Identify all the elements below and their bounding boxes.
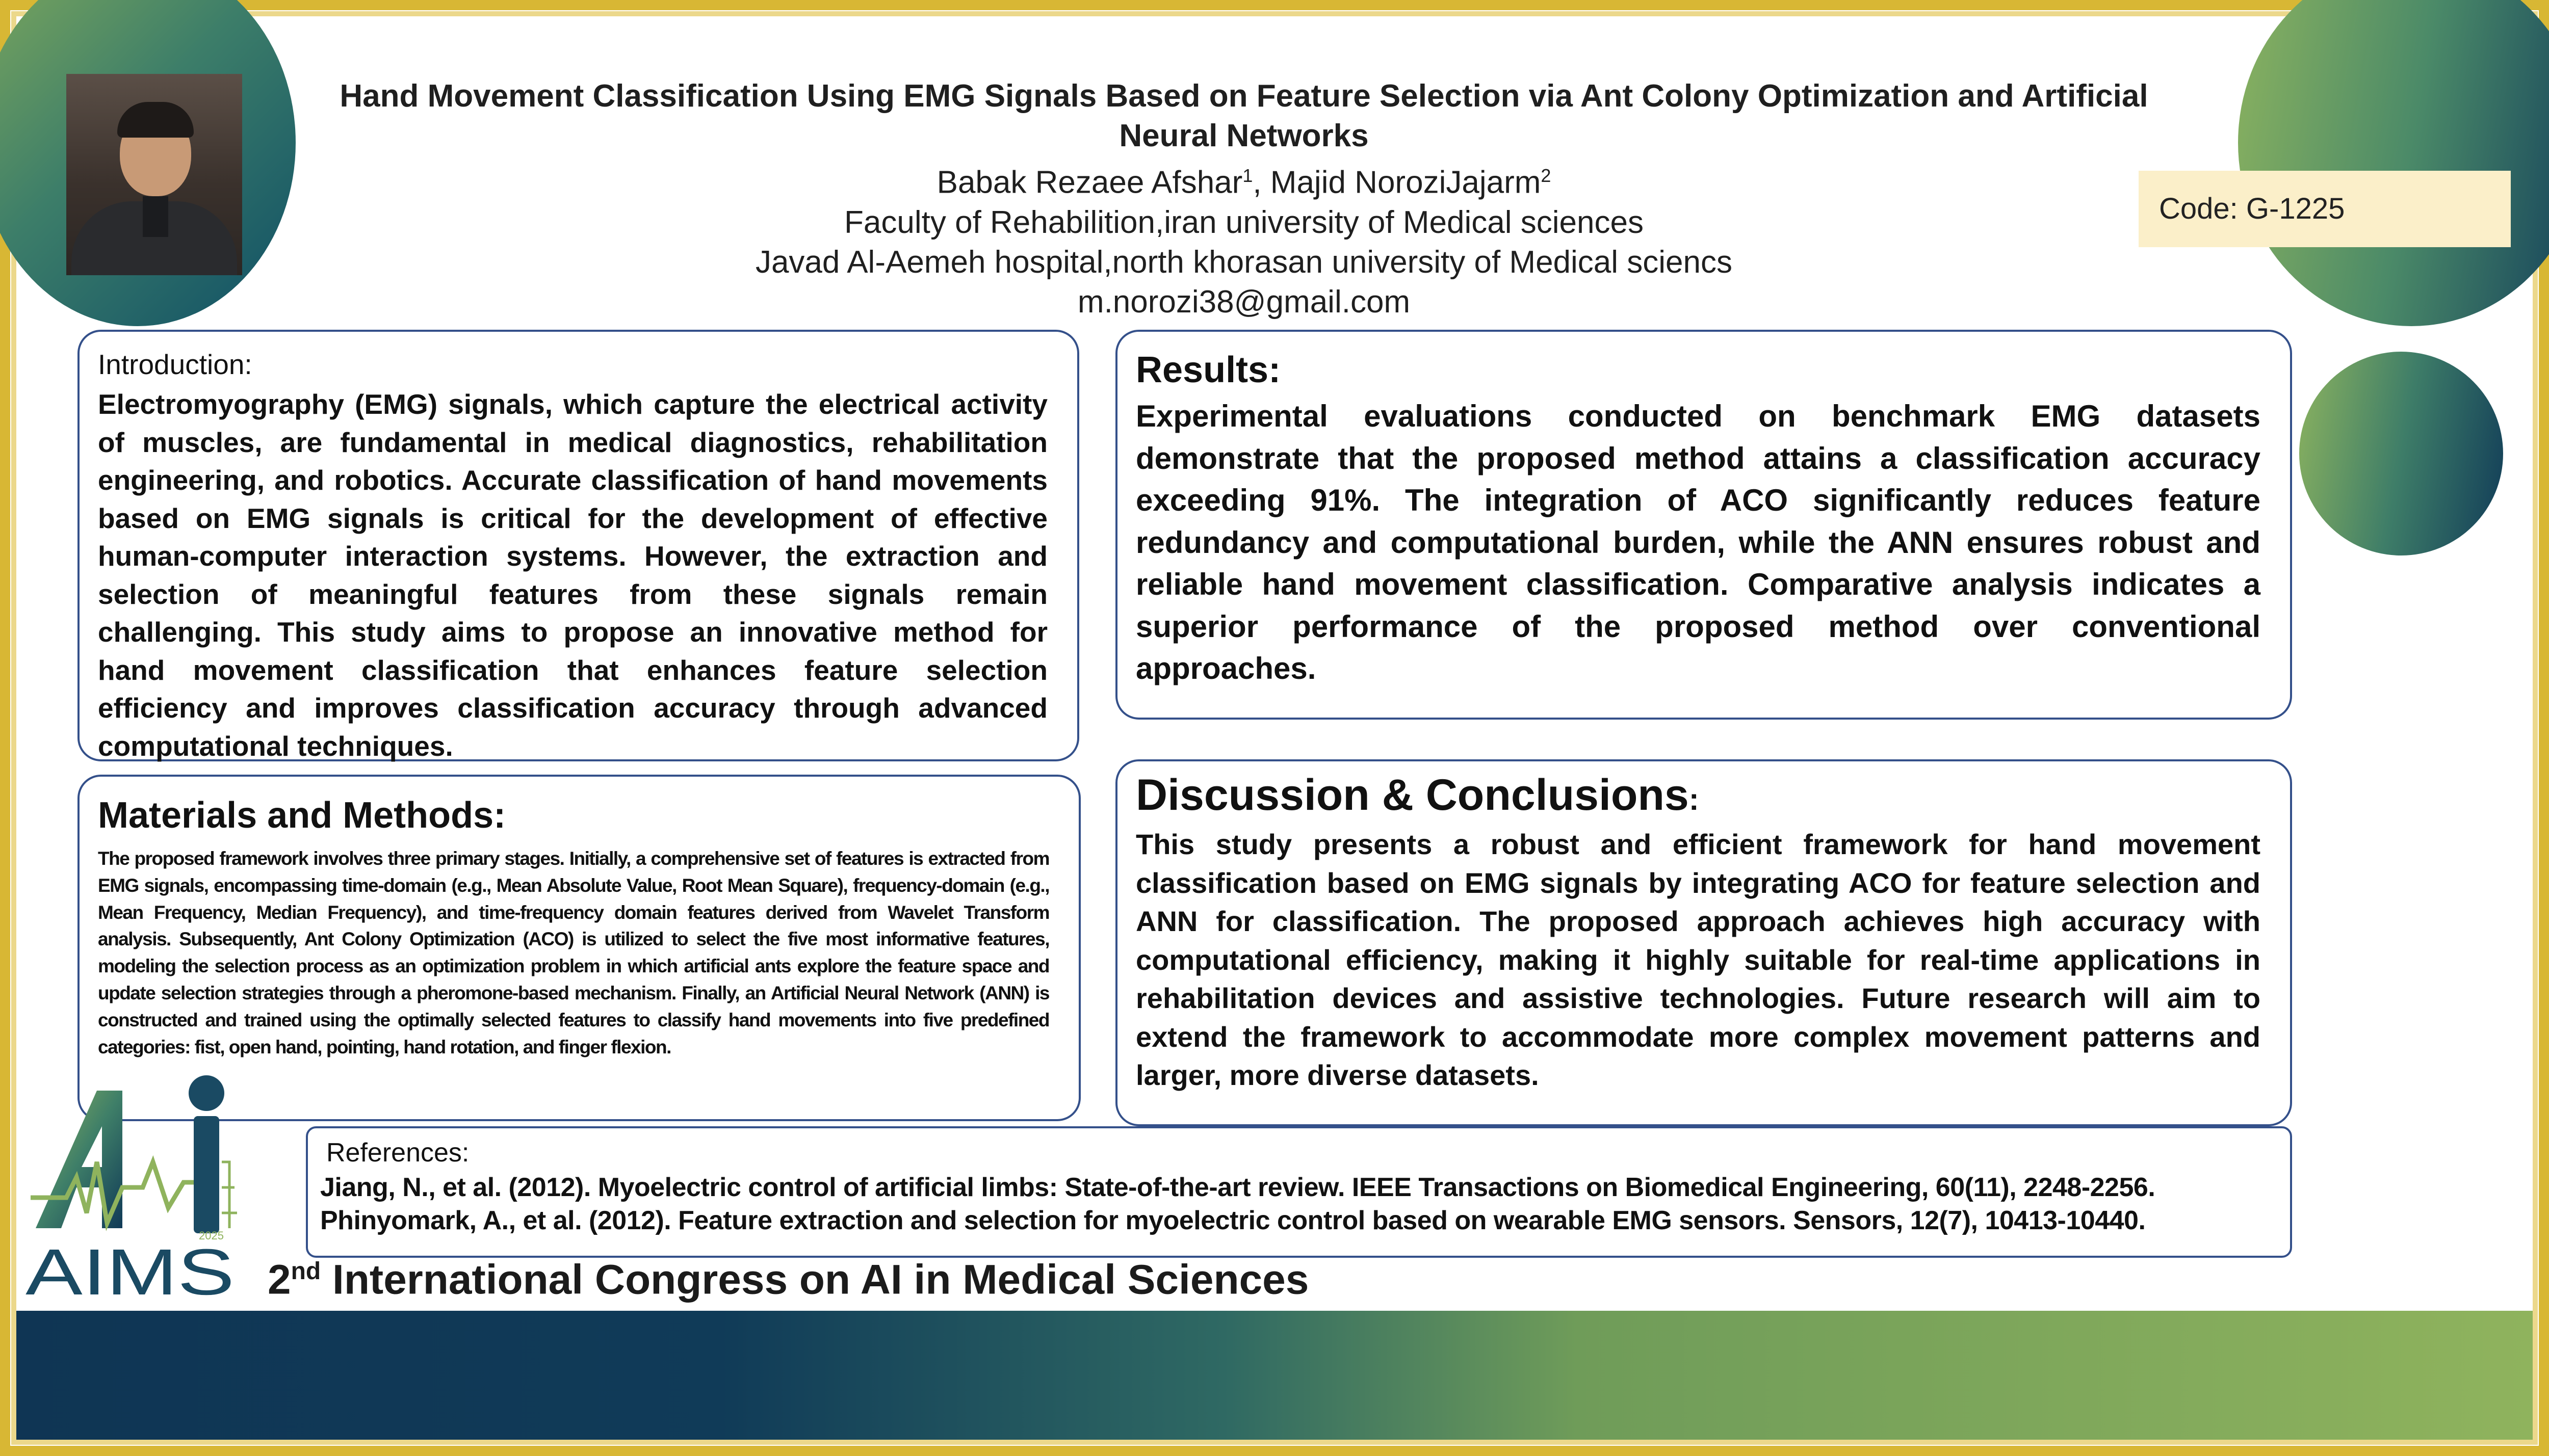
introduction-heading: Introduction: xyxy=(98,349,252,380)
discussion-heading-text: Discussion & Conclusions xyxy=(1136,771,1689,819)
methods-text: The proposed framework involves three primary stages. Initially, a comprehensive set of features is extracted from EMG signals, encompassing time-domain (e.g., Mean Absolute Value, Root Mean Square), frequency-domain (e.g., Mean Frequency, Median Frequency), and time-frequency domain features derived from Wavelet Transform analysis. Subsequently, Ant Colony Optimization (ACO) is utilized to select the five most informative features, modeling the selection process as an optimization problem in which artificial ants explore the feature space and update selection strategies through a pheromone-based mechanism. Finally, an Artificial Neural Network (ANN) is constructed and trained using the optimally selected features to classify hand movements into five predefined categories: fist, open hand, pointing, hand rotation, and finger flexion. xyxy=(98,848,1049,1057)
reference-item-2: Phinyomark, A., et al. (2012). Feature extraction and selection for myoelectric control based on wearable EMG sensors. Sensors, 12(7), 10413-10440. xyxy=(320,1206,2146,1235)
references-box xyxy=(306,1126,2292,1258)
congress-ordinal-number: 2 xyxy=(268,1256,291,1303)
poster-title-line2: Neural Networks xyxy=(1119,118,1369,153)
introduction-box xyxy=(77,330,1079,761)
photo-hair xyxy=(117,102,194,138)
author-1: Babak Rezaee Afshar xyxy=(937,165,1243,200)
reference-item-1: Jiang, N., et al. (2012). Myoelectric control of artificial limbs: State-of-the-art review. IEEE Transactions on Biomedical Engineering, 60(11), 2248-2256. xyxy=(320,1173,2155,1202)
logo-dot xyxy=(189,1075,224,1111)
logo-letter-a xyxy=(36,1091,122,1228)
logo-year: 2025 xyxy=(199,1229,224,1242)
logo-circuit xyxy=(222,1162,237,1228)
logo-wordmark: AIMS xyxy=(25,1236,235,1305)
discussion-heading-colon: : xyxy=(1688,782,1699,816)
affiliation-2: Javad Al-Aemeh hospital,north khorasan university of Medical sciencs xyxy=(755,244,1733,280)
author-2: Majid NoroziJajarm xyxy=(1270,165,1541,200)
decor-circle-right xyxy=(2299,352,2503,555)
poster-header xyxy=(316,76,2172,322)
footer-band xyxy=(16,1311,2533,1440)
presenter-photo xyxy=(66,74,242,275)
results-text: Experimental evaluations conducted on benchmark EMG datasets demonstrate that the proposed method attains a classification accuracy exceeding 91%. The integration of ACO significantly reduces feature redundancy and computational burden, while the ANN ensures robust and reliable hand movement classification. Comparative analysis indicates a superior performance of the proposed method over conventional approaches. xyxy=(1136,399,2260,685)
aims-logo xyxy=(20,1060,240,1305)
references-heading: References: xyxy=(326,1138,470,1168)
congress-ordinal-suffix: nd xyxy=(291,1258,321,1285)
poster-code-badge: Code: G-1225 xyxy=(2139,171,2511,247)
affiliation-1: Faculty of Rehabilition,iran university of Medical sciences xyxy=(844,204,1644,240)
discussion-text: This study presents a robust and efficient framework for hand movement classification based on EMG signals by integrating ACO for feature selection and ANN for classification. The proposed approach achieves high accuracy with computational efficiency, making it highly suitable for real-time applications in rehabilitation devices and assistive technologies. Future research will aim to extend the framework to accommodate more complex movement patterns and larger, more diverse datasets. xyxy=(1136,828,2260,1091)
congress-title xyxy=(268,1243,1309,1308)
contact-email: m.norozi38@gmail.com xyxy=(1077,284,1411,320)
authors-line xyxy=(316,156,2172,203)
methods-heading: Materials and Methods: xyxy=(98,795,506,836)
results-box xyxy=(1115,330,2292,720)
photo-collar xyxy=(143,196,168,237)
congress-name: International Congress on AI in Medical Sciences xyxy=(321,1256,1309,1303)
discussion-box xyxy=(1115,759,2292,1126)
author-separator: , xyxy=(1253,165,1270,200)
author-2-affiliation-mark: 2 xyxy=(1541,165,1551,186)
author-1-affiliation-mark: 1 xyxy=(1242,165,1253,186)
logo-letter-i xyxy=(194,1116,219,1233)
introduction-text: Electromyography (EMG) signals, which capture the electrical activity of muscles, are fundamental in medical diagnostics, rehabilitation engineering, and robotics. Accurate classification of hand movements based on EMG signals is critical for the development of effective human-computer interaction systems. However, the extraction and selection of meaningful features from these signals remain challenging. This study aims to propose an innovative method for hand movement classification that enhances feature selection efficiency and improves classification accuracy through advanced computational techniques. xyxy=(98,388,1048,762)
poster-title-line1: Hand Movement Classification Using EMG Signals Based on Feature Selection via Ant Colony Optimization and Artificial xyxy=(340,78,2148,114)
discussion-heading xyxy=(1136,766,1699,828)
results-heading: Results: xyxy=(1136,350,1281,390)
